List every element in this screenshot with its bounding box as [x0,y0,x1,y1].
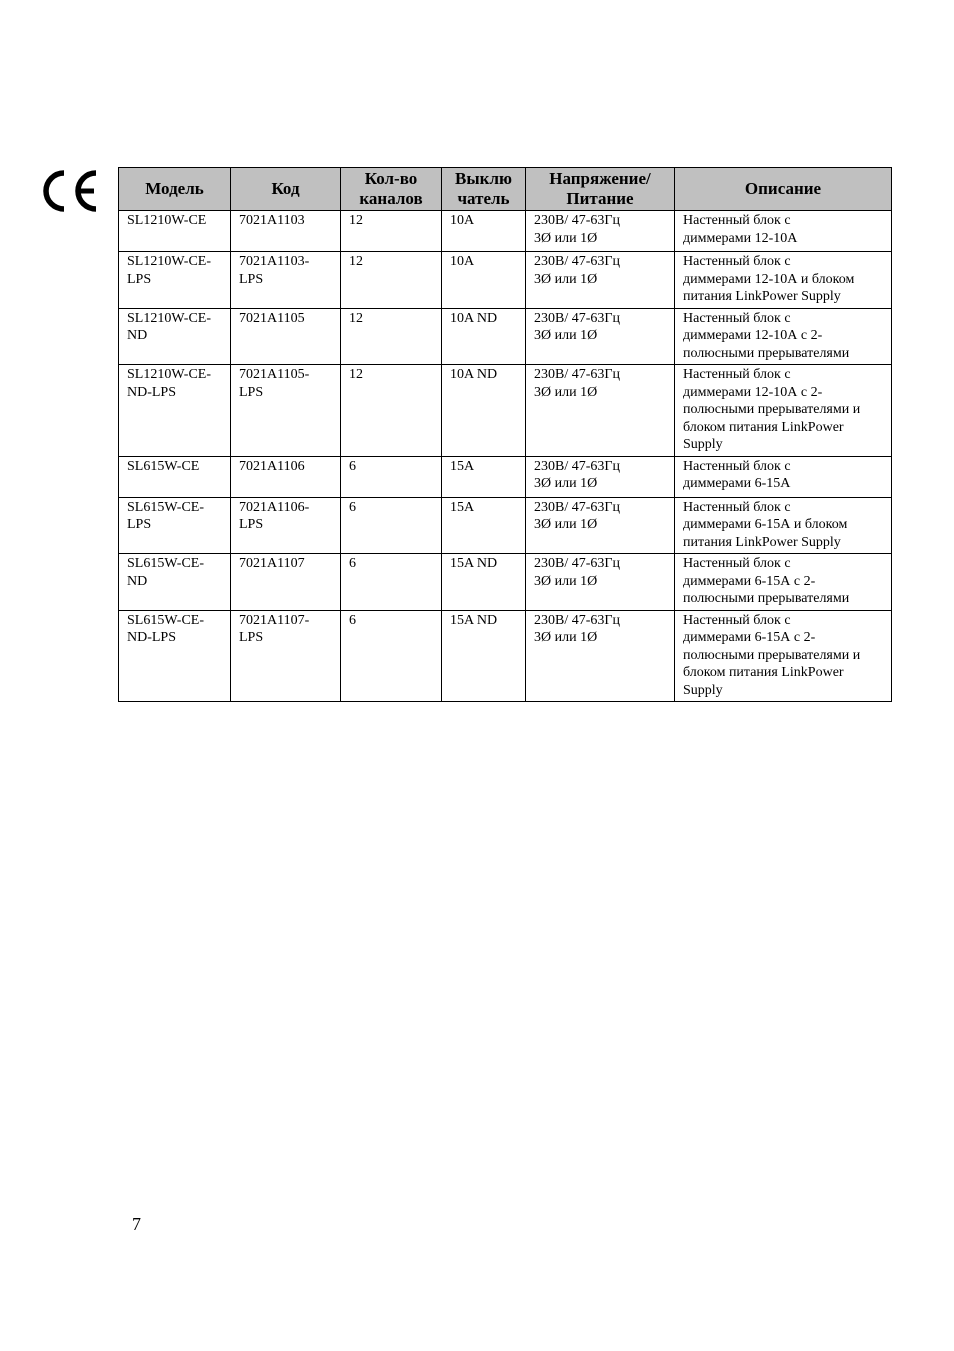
code-cell [231,554,341,611]
model-cell [119,554,231,611]
table-row [119,456,892,497]
code-cell-line: 7021A1107 [239,556,305,571]
header-voltage: Напряжение/ Питание [526,168,675,211]
channels-cell: 12 [341,308,442,365]
description-cell-line: полюсными прерывателями и [683,647,861,663]
code-cell-line: LPS [239,384,264,400]
description-cell-line: Настенный блок с [683,213,791,228]
description-cell [675,308,892,365]
description-cell [675,554,892,611]
model-cell [119,308,231,365]
description-cell-line: диммерами 6-15А с 2- [683,630,816,645]
model-cell-line: ND [127,328,148,343]
channels-cell: 6 [341,497,442,554]
description-cell [675,456,892,497]
description-cell-line: Настенный блок с [683,499,791,515]
voltage-cell-line: 230В/ 47-63Гц [534,556,620,571]
code-cell [231,308,341,365]
description-cell-line: полюсными прерывателями [683,345,850,361]
code-cell [231,497,341,554]
description-cell-line: блоком питания LinkPower [683,665,844,680]
voltage-cell [526,308,675,365]
description-cell [675,211,892,252]
description-cell-line: диммерами 12-10А с 2- [683,384,823,400]
header-breaker: Выклю чатель [442,168,526,211]
description-cell-line: диммерами 6-15А [683,476,791,491]
description-cell [675,610,892,702]
model-cell-line: SL615W-CE- [127,612,204,628]
voltage-cell [526,211,675,252]
model-cell-line: SL1210W-CE- [127,310,211,326]
breaker-cell: 10A [442,252,526,309]
table-row [119,211,892,252]
code-cell-line: LPS [239,517,264,532]
header-description: Описание [675,168,892,211]
ce-mark-icon [38,168,100,214]
code-cell-line: 7021A1103- [239,254,310,269]
model-cell [119,456,231,497]
voltage-cell-line: 3Ø или 1Ø [534,573,598,589]
breaker-cell: 15A ND [442,554,526,611]
channels-cell: 12 [341,252,442,309]
description-cell-line: диммерами 12-10А с 2- [683,328,823,343]
voltage-cell-line: 230В/ 47-63Гц [534,458,620,474]
channels-cell: 12 [341,211,442,252]
code-cell-line: LPS [239,271,264,287]
model-cell-line: SL615W-CE- [127,499,204,515]
header-model: Модель [119,168,231,211]
model-cell [119,252,231,309]
description-cell-line: полюсными прерывателями [683,591,850,606]
code-cell-line: 7021A1103 [239,213,305,228]
channels-cell: 6 [341,554,442,611]
code-cell [231,610,341,702]
description-cell-line: Настенный блок с [683,310,791,326]
code-cell [231,456,341,497]
description-cell [675,497,892,554]
voltage-cell-line: 3Ø или 1Ø [534,328,598,343]
voltage-cell-line: 230В/ 47-63Гц [534,213,620,228]
description-cell-line: диммерами 6-15А и блоком [683,517,848,532]
model-cell-line: LPS [127,271,152,287]
model-cell-line: SL1210W-CE [127,213,207,228]
code-cell-line: LPS [239,630,264,645]
table-row [119,365,892,457]
model-cell-line: SL615W-CE- [127,556,204,571]
channels-cell: 6 [341,610,442,702]
description-cell-line: полюсными прерывателями и [683,402,861,417]
model-cell [119,365,231,457]
voltage-cell-line: 3Ø или 1Ø [534,630,598,645]
breaker-cell: 10A ND [442,308,526,365]
channels-cell: 6 [341,456,442,497]
code-cell [231,211,341,252]
voltage-cell-line: 3Ø или 1Ø [534,517,598,532]
voltage-cell [526,456,675,497]
channels-cell: 12 [341,365,442,457]
table-row [119,610,892,702]
description-cell-line: диммерами 6-15А с 2- [683,573,816,589]
description-cell-line: питания LinkPower Supply [683,534,841,550]
table-row [119,497,892,554]
description-cell-line: Supply [683,437,723,452]
description-cell [675,365,892,457]
description-cell-line: Настенный блок с [683,556,791,571]
code-cell-line: 7021A1106- [239,499,310,515]
description-cell-line: диммерами 12-10А [683,230,798,246]
model-cell [119,211,231,252]
description-cell-line: блоком питания LinkPower [683,419,844,435]
code-cell-line: 7021A1105 [239,310,305,326]
voltage-cell-line: 3Ø или 1Ø [534,230,598,246]
model-cell [119,497,231,554]
table-row [119,308,892,365]
voltage-cell [526,252,675,309]
model-cell-line: LPS [127,517,152,532]
header-code: Код [231,168,341,211]
voltage-cell-line: 230В/ 47-63Гц [534,499,620,515]
voltage-cell-line: 3Ø или 1Ø [534,271,598,287]
breaker-cell: 10A ND [442,365,526,457]
voltage-cell-line: 230В/ 47-63Гц [534,367,620,382]
description-cell-line: Настенный блок с [683,254,791,269]
model-cell-line: ND-LPS [127,630,177,645]
voltage-cell [526,554,675,611]
breaker-cell: 15A [442,497,526,554]
voltage-cell [526,365,675,457]
model-cell-line: SL1210W-CE- [127,254,211,269]
table-body [119,211,892,702]
model-cell [119,610,231,702]
table-row [119,554,892,611]
code-cell-line: 7021A1106 [239,458,305,474]
model-cell-line: ND-LPS [127,384,177,400]
table-header-row [119,168,892,211]
voltage-cell [526,610,675,702]
product-spec-table [118,167,892,702]
description-cell [675,252,892,309]
description-cell-line: Настенный блок с [683,612,791,628]
breaker-cell: 15A ND [442,610,526,702]
description-cell-line: Настенный блок с [683,367,791,382]
voltage-cell [526,497,675,554]
voltage-cell-line: 230В/ 47-63Гц [534,612,620,628]
voltage-cell-line: 3Ø или 1Ø [534,384,598,400]
voltage-cell-line: 230В/ 47-63Гц [534,310,620,326]
model-cell-line: SL1210W-CE- [127,367,211,382]
page-number: 7 [132,1214,141,1234]
code-cell-line: 7021A1107- [239,612,310,628]
description-cell-line: Supply [683,682,723,698]
table-row [119,252,892,309]
description-cell-line: диммерами 12-10А и блоком [683,271,855,287]
model-cell-line: SL615W-CE [127,458,200,474]
voltage-cell-line: 230В/ 47-63Гц [534,254,620,269]
model-cell-line: ND [127,573,148,589]
code-cell [231,252,341,309]
voltage-cell-line: 3Ø или 1Ø [534,476,598,491]
header-channels: Кол-во каналов [341,168,442,211]
code-cell-line: 7021A1105- [239,367,310,382]
code-cell [231,365,341,457]
description-cell-line: Настенный блок с [683,458,791,474]
breaker-cell: 15A [442,456,526,497]
breaker-cell: 10A [442,211,526,252]
description-cell-line: питания LinkPower Supply [683,289,841,304]
